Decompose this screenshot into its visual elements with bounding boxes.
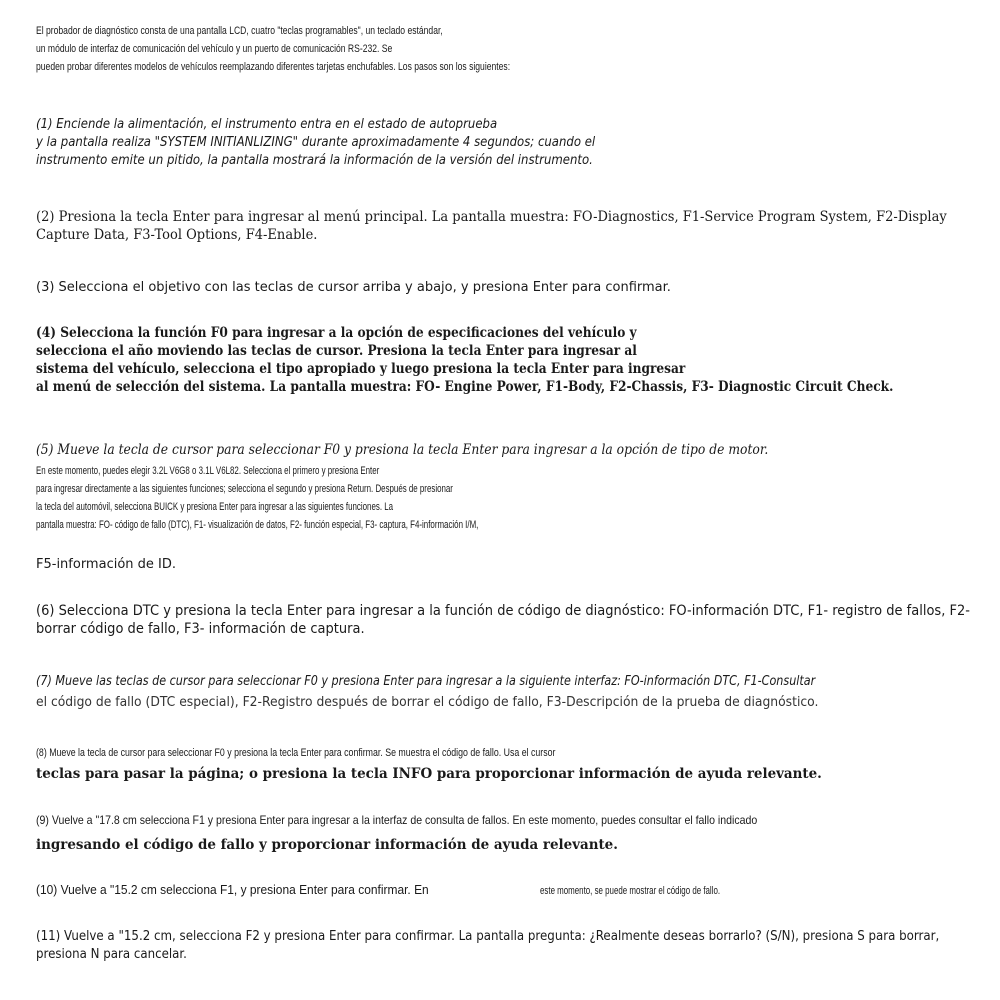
step-3-line: (3) Selecciona el objetivo con las teclas de cursor arriba y abajo, y presiona Enter para confirmar. [36,280,671,295]
step-11-line: (11) Vuelve a "15.2 cm, selecciona F2 y presiona Enter para confirmar. La pantalla pregunta: ¿Realmente deseas borrarlo? (S/N), presiona S para borrar, [36,929,940,944]
step-6 [36,602,970,638]
step-9-line-2: ingresando el código de fallo y proporcionar información de ayuda relevante. [36,837,618,853]
step-5-line: para ingresar directamente a las siguientes funciones; selecciona el segundo y presiona Return. Después de presionar [36,483,453,495]
step-5-body [36,462,478,534]
step-4-line: (4) Selecciona la función F0 para ingresar a la opción de especificaciones del vehículo y [36,325,637,341]
step-5-line: pantalla muestra: FO- código de fallo (DTC), F1- visualización de datos, F2- función especial, F3- captura, F4-información I/M, [36,519,479,531]
step-6-line: (6) Selecciona DTC y presiona la tecla Enter para ingresar a la función de código de diagnóstico: FO-información DTC, F1- registro de fallos, F2- [36,603,970,619]
step-4 [36,324,893,396]
step-4-line: selecciona el año moviendo las teclas de cursor. Presiona la tecla Enter para ingresar al [36,343,637,359]
step-9-line-1: (9) Vuelve a "17.8 cm selecciona F1 y presiona Enter para ingresar a la interfaz de consulta de fallos. En este momento, puedes consultar el fallo indicado [36,813,758,827]
step-7-line-1: (7) Mueve las teclas de cursor para seleccionar F0 y presiona Enter para ingresar a la siguiente interfaz: FO-información DTC, F1-Consultar [36,674,816,689]
step-1-line: instrumento emite un pitido, la pantalla mostrará la información de la versión del instrumento. [36,153,593,168]
step-5-line: la tecla del automóvil, selecciona BUICK y presiona Enter para ingresar a las siguientes funciones. La [36,501,394,513]
intro-paragraph [36,22,510,76]
step-2-line: (2) Presiona la tecla Enter para ingresar al menú principal. La pantalla muestra: FO-Diagnostics, F1-Service Program System, F2-Display [36,209,947,225]
step-5-tail: F5-información de ID. [36,557,177,572]
step-6-line: borrar código de fallo, F3- información de captura. [36,621,365,637]
step-5-heading: (5) Mueve la tecla de cursor para seleccionar F0 y presiona la tecla Enter para ingresar a la opción de tipo de motor. [36,442,769,458]
step-8-line-2: teclas para pasar la página; o presiona la tecla INFO para proporcionar información de ayuda relevante. [36,766,822,782]
step-11 [36,928,939,964]
intro-line: El probador de diagnóstico consta de una pantalla LCD, cuatro "teclas programables", un teclado estándar, [36,25,443,37]
step-7-line-2: el código de fallo (DTC especial), F2-Registro después de borrar el código de fallo, F3-Descripción de la prueba de diagnóstico. [36,695,819,710]
step-1-line: y la pantalla realiza "SYSTEM INITIANLIZING" durante aproximadamente 4 segundos; cuando el [36,135,596,150]
step-4-line: al menú de selección del sistema. La pantalla muestra: FO- Engine Power, F1-Body, F2-Chassis, F3- Diagnostic Circuit Check. [36,379,894,395]
step-10-part-a: (10) Vuelve a "15.2 cm selecciona F1, y presiona Enter para confirmar. En [36,882,429,897]
intro-line: pueden probar diferentes modelos de vehículos reemplazando diferentes tarjetas enchufables. Los pasos son los siguientes: [36,61,511,73]
step-1 [36,116,595,170]
step-2-line: Capture Data, F3-Tool Options, F4-Enable. [36,227,318,243]
step-1-line: (1) Enciende la alimentación, el instrumento entra en el estado de autoprueba [36,117,498,132]
step-2 [36,208,947,244]
step-5-line: En este momento, puedes elegir 3.2L V6G8 o 3.1L V6L82. Selecciona el primero y presiona Enter [36,465,380,477]
step-4-line: sistema del vehículo, selecciona el tipo apropiado y luego presiona la tecla Enter para ingresar [36,361,686,377]
step-10-part-b: este momento, se puede mostrar el código de fallo. [540,885,721,897]
intro-line: un módulo de interfaz de comunicación del vehículo y un puerto de comunicación RS-232. Se [36,43,393,55]
step-3 [36,279,671,297]
step-8-line-1: (8) Mueve la tecla de cursor para seleccionar F0 y presiona la tecla Enter para confirmar. Se muestra el código de fallo. Usa el cursor [36,747,556,759]
step-11-line: presiona N para cancelar. [36,947,187,962]
